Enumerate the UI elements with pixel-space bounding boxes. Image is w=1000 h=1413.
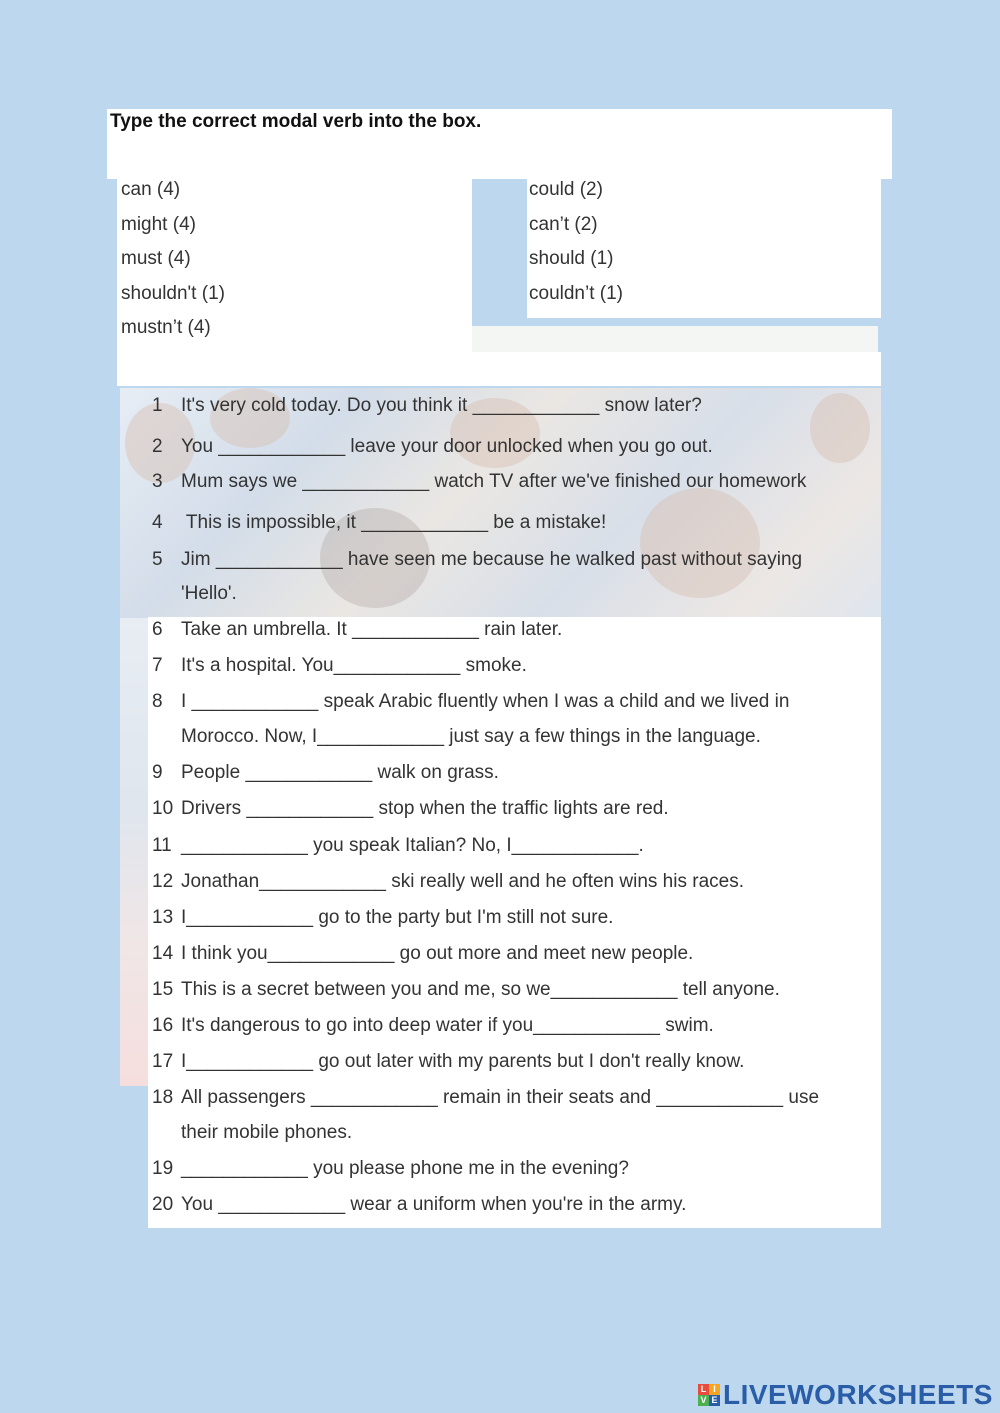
question-number: 14	[152, 943, 174, 964]
question-text: It's dangerous to go into deep water if you____________ swim.	[181, 1015, 714, 1036]
question-number: 11	[152, 835, 172, 856]
question-number: 10	[152, 798, 174, 819]
question-text: I____________ go out later with my parents but I don't really know.	[181, 1051, 745, 1072]
question-item	[152, 942, 693, 966]
question-number: 9	[152, 762, 163, 783]
word-bank-item: should (1)	[529, 248, 614, 270]
word-bank-item: can (4)	[121, 179, 181, 200]
question-text: I____________ go to the party but I'm still not sure.	[181, 907, 614, 928]
question-number: 18	[152, 1087, 174, 1108]
question-item	[152, 394, 702, 418]
logo-text: LIVEWORKSHEETS	[723, 1379, 993, 1410]
word-bank-right	[529, 178, 623, 316]
question-item	[152, 1086, 819, 1110]
question-item	[152, 548, 802, 572]
question-text: ____________ you please phone me in the evening?	[181, 1158, 629, 1179]
question-text: People ____________ walk on grass.	[181, 762, 499, 783]
question-text-continued: Morocco. Now, I____________ just say a few things in the language.	[181, 726, 761, 747]
word-bank-item: must (4)	[121, 248, 191, 270]
word-bank-item: can’t (2)	[529, 213, 598, 235]
decorative-strip	[472, 326, 878, 352]
word-bank-left	[121, 178, 225, 351]
question-item	[152, 470, 806, 494]
question-item	[152, 761, 499, 785]
word-bank-item: mustn’t (4)	[121, 317, 211, 339]
question-number: 1	[152, 395, 163, 416]
question-text: I ____________ speak Arabic fluently when I was a child and we lived in	[181, 691, 790, 712]
question-number: 15	[152, 979, 174, 1000]
question-text: This is impossible, it ____________ be a mistake!	[181, 512, 607, 533]
question-number: 8	[152, 691, 163, 712]
logo-mark-icon: L I V E	[698, 1384, 720, 1406]
question-number: 13	[152, 907, 174, 928]
word-bank-item: shouldn't (1)	[121, 282, 225, 304]
question-item	[152, 906, 613, 930]
question-item	[152, 1193, 686, 1217]
question-item	[152, 618, 562, 642]
question-text: You ____________ wear a uniform when you're in the army.	[181, 1194, 687, 1215]
question-number: 4	[152, 512, 163, 533]
question-text: You ____________ leave your door unlocked when you go out.	[181, 436, 713, 457]
instruction-title: Type the correct modal verb into the box.	[110, 111, 482, 132]
question-text-continued: their mobile phones.	[181, 1122, 353, 1143]
question-number: 16	[152, 1015, 174, 1036]
liveworksheets-logo[interactable]	[698, 1378, 993, 1412]
question-number: 17	[152, 1051, 174, 1072]
question-text: ____________ you speak Italian? No, I____________.	[181, 835, 644, 856]
question-number: 19	[152, 1158, 174, 1179]
question-item	[152, 1157, 629, 1181]
question-item	[152, 1050, 744, 1074]
question-text: Drivers ____________ stop when the traffic lights are red.	[181, 798, 669, 819]
question-text-continued: 'Hello'.	[181, 583, 237, 604]
question-text: This is a secret between you and me, so we____________ tell anyone.	[181, 979, 780, 1000]
question-item	[152, 978, 780, 1002]
question-item	[152, 797, 669, 821]
question-text: It's very cold today. Do you think it ____________ snow later?	[181, 395, 702, 416]
question-item	[152, 870, 744, 894]
decorative-strip-white	[472, 352, 881, 386]
question-number: 12	[152, 871, 174, 892]
question-number: 3	[152, 471, 163, 492]
question-item	[152, 834, 644, 858]
question-number: 2	[152, 436, 163, 457]
question-text: All passengers ____________ remain in their seats and ____________ use	[181, 1087, 820, 1108]
question-number: 6	[152, 619, 163, 640]
question-text: It's a hospital. You____________ smoke.	[181, 655, 527, 676]
question-text: Jonathan____________ ski really well and he often wins his races.	[181, 871, 744, 892]
word-bank-item: might (4)	[121, 213, 196, 235]
question-item	[152, 511, 606, 535]
question-item	[152, 654, 527, 678]
question-item	[152, 435, 713, 459]
question-text: Mum says we ____________ watch TV after we've finished our homework	[181, 471, 807, 492]
background-photo-edge	[120, 618, 148, 1086]
question-item	[152, 690, 789, 714]
question-number: 7	[152, 655, 163, 676]
question-text: I think you____________ go out more and meet new people.	[181, 943, 694, 964]
word-bank-item: could (2)	[529, 179, 603, 200]
question-text: Jim ____________ have seen me because he walked past without saying	[181, 549, 803, 570]
question-item	[152, 1014, 714, 1038]
question-number: 5	[152, 549, 163, 570]
question-number: 20	[152, 1194, 174, 1215]
question-text: Take an umbrella. It ____________ rain later.	[181, 619, 563, 640]
word-bank-item: couldn’t (1)	[529, 282, 623, 304]
